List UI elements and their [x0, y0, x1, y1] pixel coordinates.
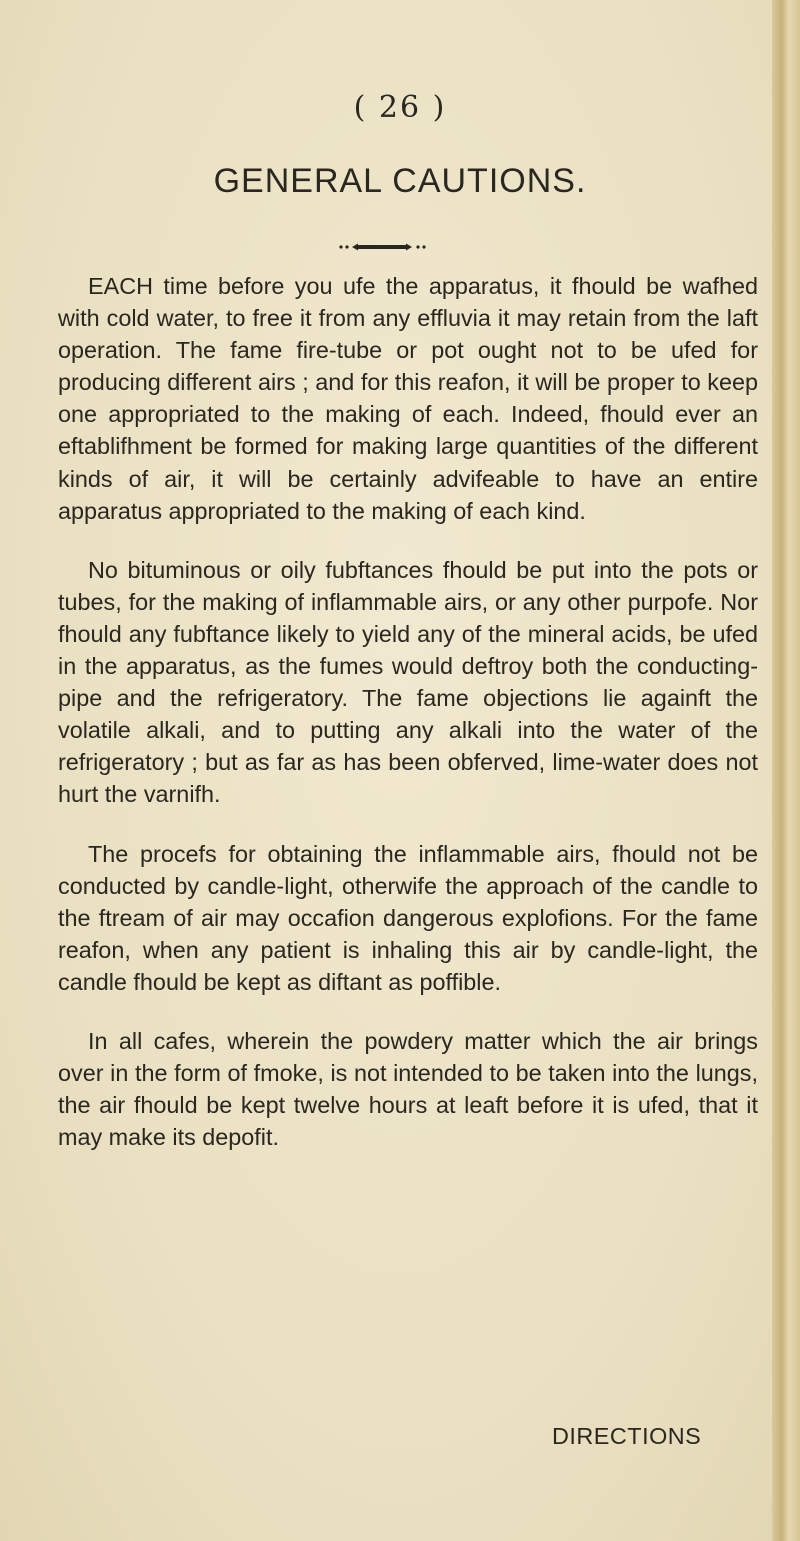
paragraph: No bituminous or oily fubftances fhould be put into the pots or tubes, for the making of inflammable airs, or any other purpofe. Nor fhould any fubftance likely to yield any of the mineral acids, be ufed in the apparatus, as the fumes would deftroy both the conducting-pipe and the refrigeratory. The fame objections lie againft the volatile alkali, and to putting any alkali into the water of the refrigeratory ; but as far as has been obferved, lime-water does not hurt the varnifh. — [58, 556, 758, 808]
body-text — [58, 270, 758, 1180]
paragraph: EACH time before you ufe the apparatus, it fhould be wafhed with cold water, to free it from any effluvia it may retain from the laft operation. The fame fire-tube or pot ought not to be ufed for producing different airs ; and for this reafon, it will be proper to keep one appropriated to the making of each. Indeed, fhould ever an eftablifhment be formed for making large quantities of the different kinds of air, it will be certainly advifeable to have an entire apparatus appropriated to the making of each kind. — [58, 273, 758, 524]
paragraph: In all cafes, wherein the powdery matter which the air brings over in the form of fmoke, is not intended to be taken into the lungs, the air fhould be kept twelve hours at leaft before it is ufed, that it may make its depofit. — [58, 1027, 758, 1151]
page-number: ( 26 ) — [353, 90, 447, 125]
page-heading: GENERAL CAUTIONS. — [213, 162, 587, 200]
catchword: DIRECTIONS — [552, 1423, 702, 1449]
page-edge — [772, 0, 800, 1541]
ornament-rule — [338, 242, 430, 252]
paragraph: The procefs for obtaining the inflammable airs, fhould not be conducted by candle-light, otherwife the approach of the candle to the ftream of air may occafion dangerous explofions. For the fame reafon, when any patient is inhaling this air by candle-light, the candle fhould be kept as diftant as poffible. — [58, 840, 758, 995]
